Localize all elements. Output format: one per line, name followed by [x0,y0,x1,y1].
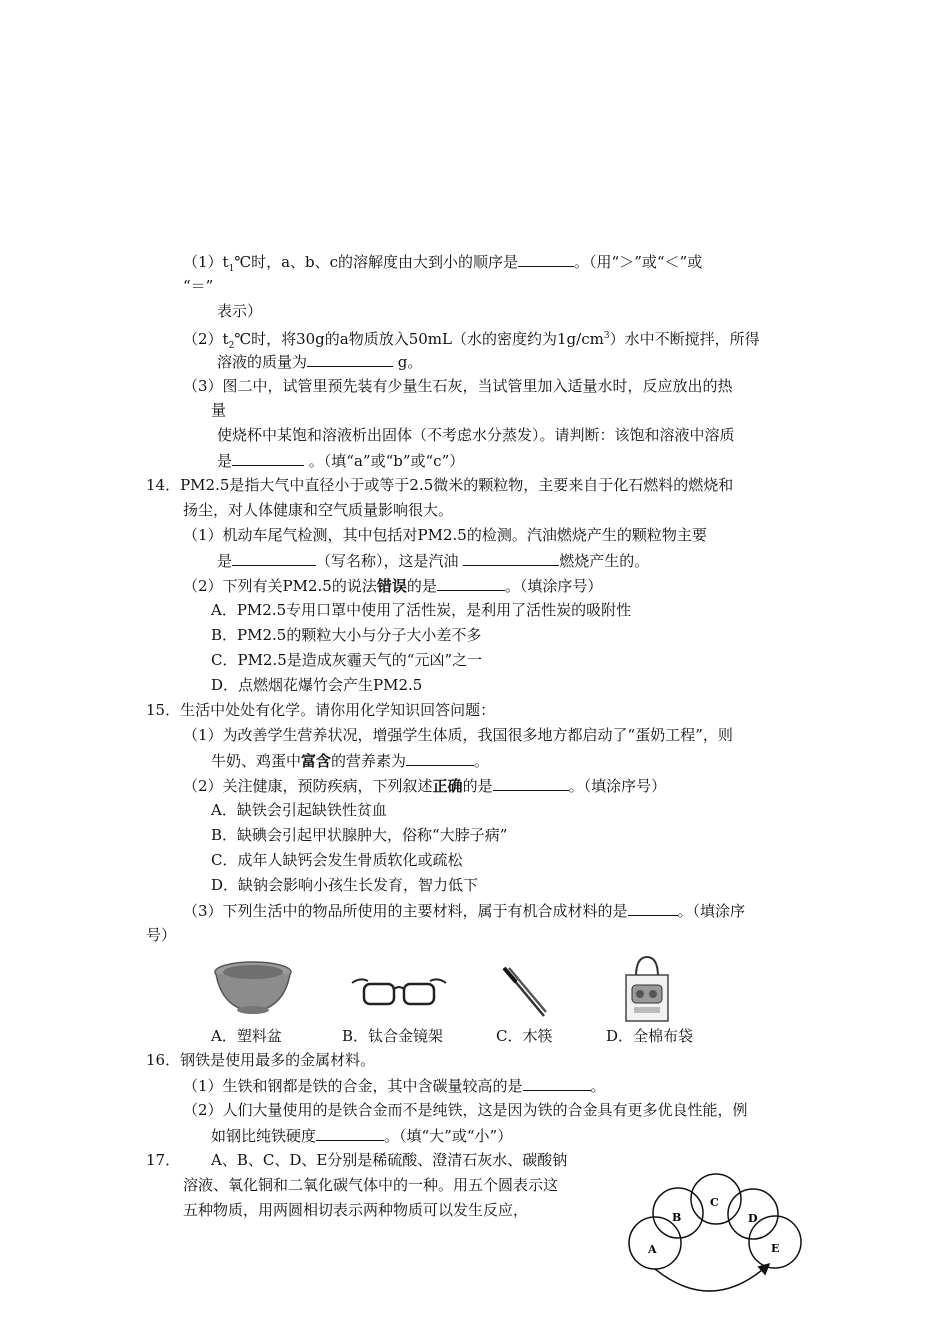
answer-blank[interactable] [523,1075,591,1091]
cotton-bag-image [622,955,672,1027]
q16-part2-line1: （2）人们大量使用的是铁合金而不是纯铁，这是因为铁的合金具有更多优良性能，例 [183,1101,748,1119]
q14-stem-line1: 14．PM2.5是指大气中直径小于或等于2.5微米的颗粒物，主要来自于化石燃料的燃烧和 [146,476,734,494]
q16-part1: （1）生铁和钢都是铁的合金，其中含碳量较高的是 。 [183,1077,606,1095]
label-a: A [648,1243,657,1256]
label-d: D [748,1212,758,1225]
q15-option-a: A．缺铁会引起缺铁性贫血 [211,801,387,819]
q15-option-d: D．缺钠会影响小孩生长发育，智力低下 [211,876,479,894]
q14-option-d: D．点燃烟花爆竹会产生PM2.5 [211,676,423,694]
q14-part2: （2）下列有关PM2.5的说法错误的是 。（填涂序号） [183,577,603,595]
label-c: C [710,1196,719,1209]
answer-blank[interactable] [307,351,393,367]
caption-d: D．全棉布袋 [606,1027,694,1045]
answer-blank[interactable] [437,575,505,591]
q15-stem: 15．生活中处处有化学。请你用化学知识回答问题： [146,701,496,719]
label-e: E [771,1242,780,1255]
q15-part3-line2: 号） [146,926,177,944]
caption-c: C．木筷 [496,1027,553,1045]
q16-stem: 16．钢铁是使用最多的金属材料。 [146,1051,376,1069]
answer-blank[interactable] [518,251,574,267]
answer-blank[interactable] [463,550,559,566]
q17-line2: 溶液、氧化铜和二氧化碳气体中的一种。用五个圆表示这 [183,1176,559,1194]
q15-part1-line2: 牛奶、鸡蛋中富含的营养素为 。 [211,752,490,770]
caption-b: B．钛合金镜架 [342,1027,444,1045]
q15-part1-line1: （1）为改善学生营养状况，增强学生体质，我国很多地方都启动了“蛋奶工程”，则 [183,726,733,744]
q16-part2-line2: 如钢比纯铁硬度 。（填“大”或“小”） [211,1127,513,1145]
q15-option-c: C．成年人缺钙会发生骨质软化或疏松 [211,851,463,869]
q15-part3-line1: （3）下列生活中的物品所使用的主要材料，属于有机合成材料的是 。（填涂序 [183,902,746,920]
q14-option-a: A．PM2.5专用口罩中使用了活性炭，是利用了活性炭的吸附性 [211,601,632,619]
answer-blank[interactable] [316,1125,384,1141]
answer-blank[interactable] [628,900,678,916]
q13-part3-line2: 量 [211,401,227,419]
q14-part1-line2: 是 （写名称），这是汽油 燃烧产生的。 [217,552,650,570]
caption-a: A．塑料盆 [211,1027,282,1045]
q17-line1: A、B、C、D、E分别是稀硫酸、澄清石灰水、碳酸钠 [211,1151,568,1169]
q13-part1-line3: 表示） [217,302,263,320]
chopsticks-image [500,966,548,1024]
circle-diagram [622,1165,812,1297]
arrow-a-to-e [655,1265,768,1291]
q13-part2-line2: 溶液的质量为 g。 [217,353,423,371]
label-b: B [672,1211,682,1224]
q17-line3: 五种物质，用两圆相切表示两种物质可以发生反应， [183,1201,529,1219]
glasses-frame-image [350,975,448,1015]
q13-part3-line3: 使烧杯中某饱和溶液析出固体（不考虑水分蒸发）。请判断：该饱和溶液中溶质 [217,426,735,444]
q15-part2: （2）关注健康，预防疾病，下列叙述正确的是 。（填涂序号） [183,777,667,795]
q13-part1-line1: $(1)t_1℃$时，a、b、c的溶解度由大到小的顺序是 。（用“＞”或“＜”或 [183,253,703,274]
answer-blank[interactable] [232,550,316,566]
q14-part1-line1: （1）机动车尾气检测，其中包括对PM2.5的检测。汽油燃烧产生的颗粒物主要 [183,526,707,544]
q14-stem-line2: 扬尘，对人体健康和空气质量影响很大。 [183,501,454,519]
q13-part3-line1: （3）图二中，试管里预先装有少量生石灰，当试管里加入适量水时，反应放出的热 [183,377,733,395]
q13-part1-line2: “＝” [183,277,214,295]
q13-part2-line1: $(2)t_2℃$时，将30g的a物质放入50mL（水的密度约为$1g/cm^3$）水中不断搅拌，所得 [183,330,760,351]
answer-blank[interactable] [406,750,474,766]
q13-part3-line4: 是 。（填“a”或“b”或“c”） [217,452,465,470]
answer-blank[interactable] [493,775,569,791]
answer-blank[interactable] [232,450,304,466]
q14-option-b: B．PM2.5的颗粒大小与分子大小差不多 [211,626,482,644]
q14-option-c: C．PM2.5是造成灰霾天气的“元凶”之一 [211,651,483,669]
q15-option-b: B．缺碘会引起甲状腺肿大，俗称“大脖子病” [211,826,508,844]
q17-number: 17． [146,1151,181,1169]
plastic-basin-image [212,960,294,1020]
